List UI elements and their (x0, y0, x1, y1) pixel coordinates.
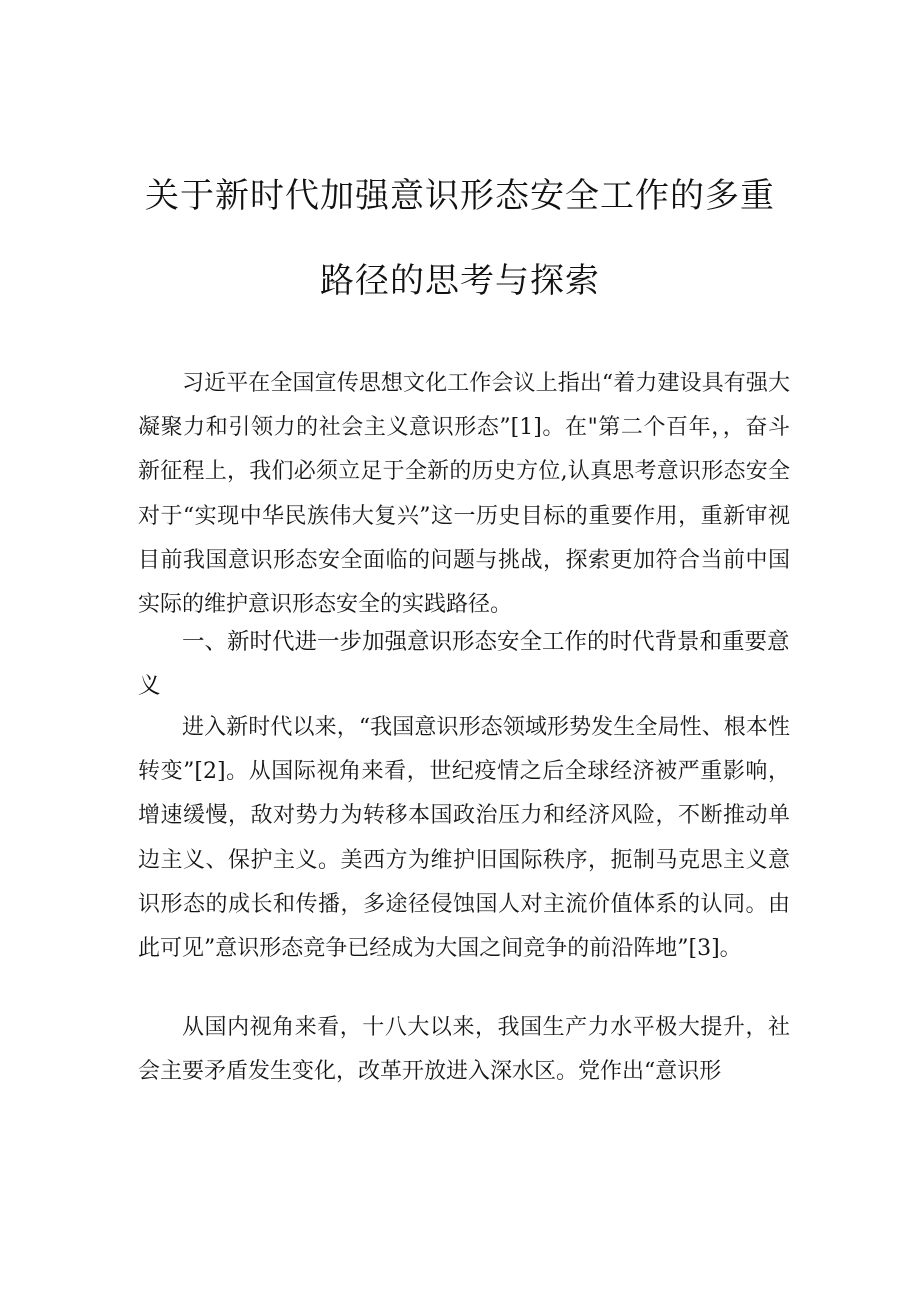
paragraph-domestic-context: 从国内视角来看，十八大以来，我国生产力水平极大提升，社会主要矛盾发生变化，改革开放进入深水区。党作出“意识形 (138, 1015, 790, 1085)
document-title-line-2: 路径的思考与探索 (320, 261, 600, 301)
section-heading-1: 一、新时代进一步加强意识形态安全工作的时代背景和重要意义 (138, 629, 790, 699)
paragraph-intro: 习近平在全国宣传思想文化工作会议上指出“着力建设具有强大凝聚力和引领力的社会主义意识形态”[1]。在"第二个百年，，奋斗新征程上，我们必须立足于全新的历史方位,认真思考意识形态安全对于“实现中华民族伟大复兴”这一历史目标的重要作用，重新审视目前我国意识形态安全面临的问题与挑战，探索更加符合当前中国实际的维护意识形态安全的实践路径。 (138, 371, 790, 618)
paragraph-international-context: 进入新时代以来，“我国意识形态领域形势发生全局性、根本性转变”[2]。从国际视角来看，世纪疫情之后全球经济被严重影响，增速缓慢，敌对势力为转移本国政治压力和经济风险，不断推动单边主义、保护主义。美西方为维护旧国际秩序，扼制马克思主义意识形态的成长和传播，多途径侵蚀国人对主流价值体系的认同。由此可见”意识形态竞争已经成为大国之间竞争的前沿阵地”[3]。 (138, 715, 790, 962)
document-title-line-1: 关于新时代加强意识形态安全工作的多重 (145, 176, 775, 216)
